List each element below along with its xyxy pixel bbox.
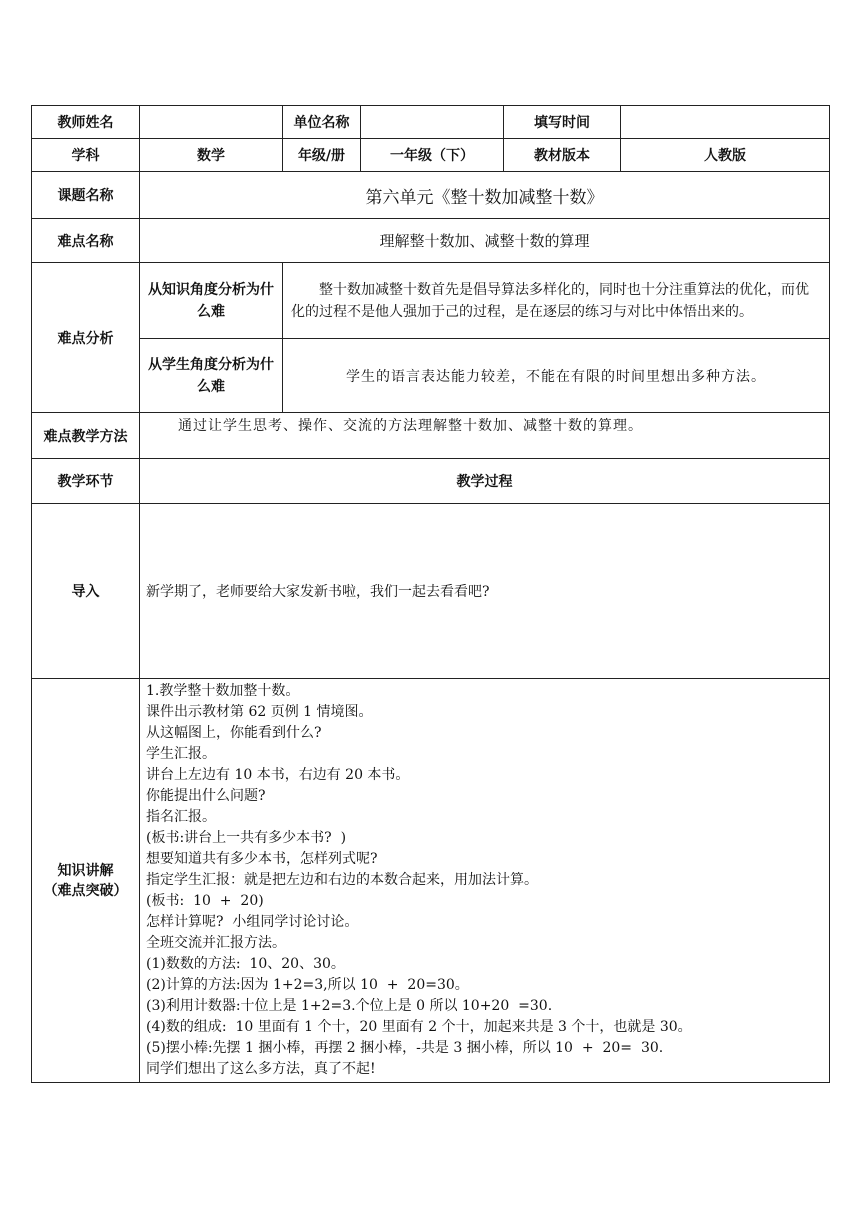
topic-label: 课题名称 — [32, 172, 140, 219]
unit-name-value — [361, 106, 504, 139]
student-angle-label: 从学生角度分析为什么难 — [140, 339, 283, 413]
knowledge-line: 课件出示教材第 62 页例 1 情境图。 — [146, 704, 373, 720]
knowledge-line: (1)数数的方法: 10、20、30。 — [146, 956, 345, 972]
knowledge-content — [140, 679, 830, 1083]
subject-label: 学科 — [32, 139, 140, 172]
grade-value: 一年级（下） — [361, 139, 504, 172]
edition-value: 人教版 — [621, 139, 830, 172]
process-header-row — [32, 459, 830, 504]
edition-label: 教材版本 — [504, 139, 621, 172]
intro-row — [32, 504, 830, 679]
teacher-name-value — [140, 106, 283, 139]
lesson-plan-table — [31, 105, 830, 1083]
topic-value: 第六单元《整十数加减整十数》 — [140, 172, 830, 219]
student-angle-text: 学生的语言表达能力较差，不能在有限的时间里想出多种方法。 — [283, 339, 830, 413]
teacher-name-label: 教师姓名 — [32, 106, 140, 139]
topic-row — [32, 172, 830, 219]
knowledge-label-line2: （难点突破） — [43, 882, 128, 899]
unit-name-label: 单位名称 — [283, 106, 361, 139]
knowledge-line: 想要知道共有多少本书，怎样列式呢? — [146, 851, 378, 867]
knowledge-row — [32, 679, 830, 1083]
intro-label: 导入 — [32, 504, 140, 679]
difficulty-row — [32, 219, 830, 263]
knowledge-label-line1: 知识讲解 — [57, 862, 114, 879]
knowledge-line: 怎样计算呢? 小组同学讨论讨论。 — [146, 914, 359, 930]
knowledge-line: 指名汇报。 — [146, 809, 216, 825]
difficulty-label: 难点名称 — [32, 219, 140, 263]
knowledge-line: 全班交流并汇报方法。 — [146, 935, 286, 951]
knowledge-label — [32, 679, 140, 1083]
knowledge-line: 从这幅图上，你能看到什么? — [146, 725, 322, 741]
subject-value: 数学 — [140, 139, 283, 172]
knowledge-line: 学生汇报。 — [146, 746, 216, 762]
knowledge-line: (2)计算的方法:因为 1+2=3,所以 10 + 20=30。 — [146, 977, 469, 993]
analysis-student-row — [32, 339, 830, 413]
analysis-knowledge-row — [32, 263, 830, 339]
analysis-label: 难点分析 — [32, 263, 140, 413]
method-value: 通过让学生思考、操作、交流的方法理解整十数加、减整十数的算理。 — [140, 413, 830, 459]
knowledge-angle-label: 从知识角度分析为什么难 — [140, 263, 283, 339]
knowledge-line: 1.教学整十数加整十数。 — [146, 683, 300, 699]
knowledge-line: 同学们想出了这么多方法，真了不起! — [146, 1061, 376, 1077]
fill-date-value — [621, 106, 830, 139]
difficulty-value: 理解整十数加、减整十数的算理 — [140, 219, 830, 263]
teacher-info-row — [32, 106, 830, 139]
process-header-value: 教学过程 — [140, 459, 830, 504]
knowledge-line: 你能提出什么问题? — [146, 788, 266, 804]
knowledge-angle-text: 整十数加减整十数首先是倡导算法多样化的，同时也十分注重算法的优化，而优化的过程不是他人强加于己的过程，是在逐层的练习与对比中体悟出来的。 — [283, 263, 830, 339]
method-row — [32, 413, 830, 459]
knowledge-line: (3)利用计数器:十位上是 1+2=3.个位上是 0 所以 10+20 =30. — [146, 998, 553, 1014]
fill-date-label: 填写时间 — [504, 106, 621, 139]
knowledge-line: (4)数的组成: 10 里面有 1 个十，20 里面有 2 个十，加起来共是 3 个十，也就是 30。 — [146, 1019, 692, 1035]
knowledge-line: (板书: 10 + 20) — [146, 893, 264, 909]
intro-text: 新学期了，老师要给大家发新书啦，我们一起去看看吧? — [140, 504, 830, 679]
knowledge-line: 指定学生汇报：就是把左边和右边的本数合起来，用加法计算。 — [146, 872, 538, 888]
knowledge-line: (5)摆小棒:先摆 1 捆小棒，再摆 2 捆小棒，-共是 3 捆小棒，所以 10 + 20= 30. — [146, 1040, 664, 1056]
method-label: 难点教学方法 — [32, 413, 140, 459]
knowledge-line: (板书:讲台上一共有多少本书? ) — [146, 830, 347, 846]
process-stage-label: 教学环节 — [32, 459, 140, 504]
knowledge-line: 讲台上左边有 10 本书，右边有 20 本书。 — [146, 767, 410, 783]
subject-info-row — [32, 139, 830, 172]
grade-label: 年级/册 — [283, 139, 361, 172]
